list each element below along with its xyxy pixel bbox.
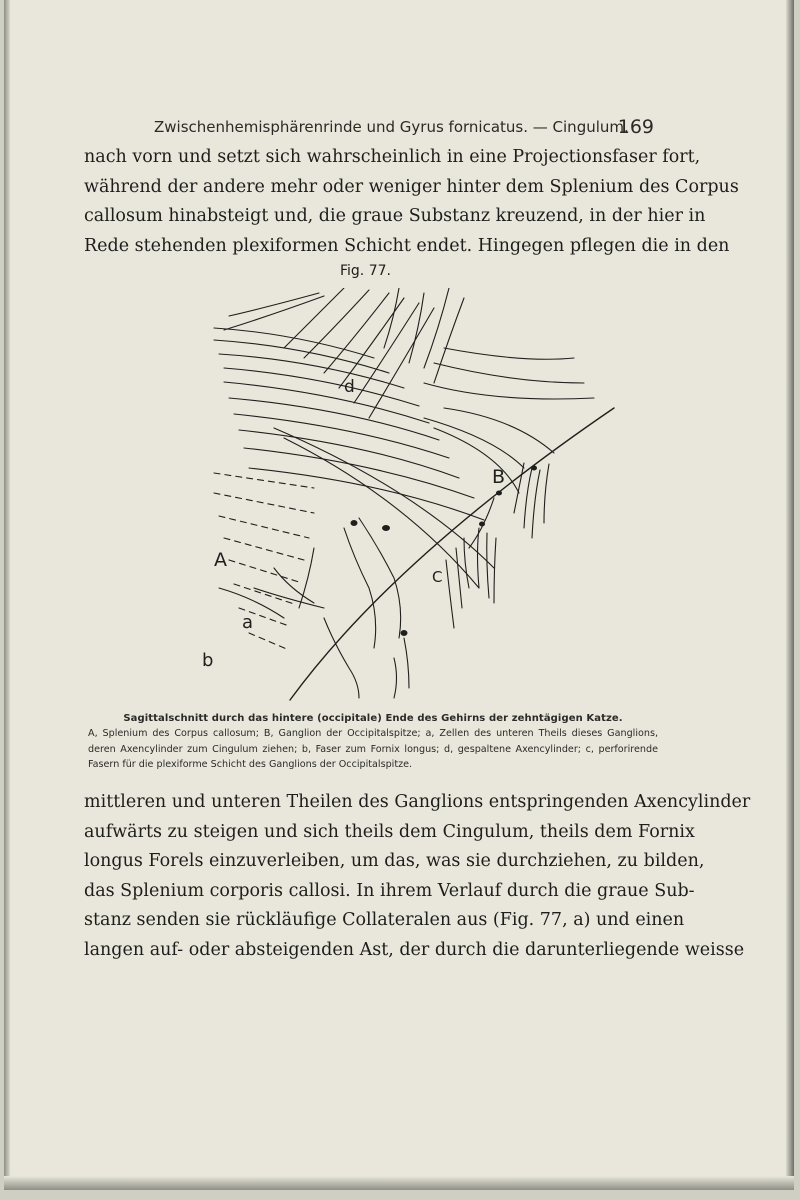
text-line: longus Forels einzuverleiben, um das, was sie durchziehen, zu bilden, (84, 851, 705, 871)
book-page (4, 0, 794, 1190)
figure-caption (88, 711, 658, 773)
figure-label: Fig. 77. (340, 263, 391, 279)
figure-illustration (194, 288, 624, 708)
page-edge-bottom (4, 1176, 794, 1190)
text-line: nach vorn und setzt sich wahrscheinlich in eine Projectionsfaser fort, (84, 147, 701, 167)
text-line: während der andere mehr oder weniger hinter dem Splenium des Corpus (84, 176, 739, 197)
text-line: langen auf- oder absteigenden Ast, der durch die darunterliegende weisse (84, 939, 745, 960)
paragraph-top (84, 143, 739, 261)
figure-letter-b: b (202, 650, 214, 671)
text-line: mittleren und unteren Theilen des Ganglions entspringenden Axencylinder (84, 792, 751, 812)
figure-letter-a: a (242, 612, 254, 633)
text-line: stanz senden sie rückläufige Collateralen aus (Fig. 77, a) und einen (84, 910, 685, 930)
page-edge-left (4, 0, 10, 1190)
text-line: Rede stehenden plexiformen Schicht endet. Hingegen pflegen die in den (84, 235, 730, 256)
figure-letter-C: C (432, 568, 443, 586)
page-edge-right (786, 0, 794, 1190)
running-head-title: Zwischenhemisphärenrinde und Gyrus fornicatus. — Cingulum. (154, 118, 629, 136)
page-number: 169 (617, 116, 654, 138)
figure-letter-B: B (492, 466, 506, 488)
text-line: callosum hinabsteigt und, die graue Substanz kreuzend, in der hier in (84, 206, 706, 226)
text-line: das Splenium corporis callosi. In ihrem Verlauf durch die graue Sub- (84, 880, 695, 901)
paragraph-bottom (84, 788, 751, 965)
figure-letter-d: d (344, 377, 355, 397)
histology-drawing (194, 288, 624, 708)
figure-letter-A: A (214, 549, 227, 571)
caption-body: A, Splenium des Corpus callosum; B, Ganglion der Occipitalspitze; a, Zellen des unteren Theils dieses Ganglions, deren Axencylinder zum Cingulum ziehen; b, Faser zum Fornix longus; d, gespaltene Axencylinder; c, perforirende Fasern für die plexiforme Schicht des Ganglions der Occipitalspitze. (88, 728, 658, 771)
text-line: aufwärts zu steigen und sich theils dem Cingulum, theils dem Fornix (84, 821, 695, 842)
caption-title: Sagittalschnitt durch das hintere (occipitale) Ende des Gehirns der zehntägigen Katze. (123, 713, 623, 724)
